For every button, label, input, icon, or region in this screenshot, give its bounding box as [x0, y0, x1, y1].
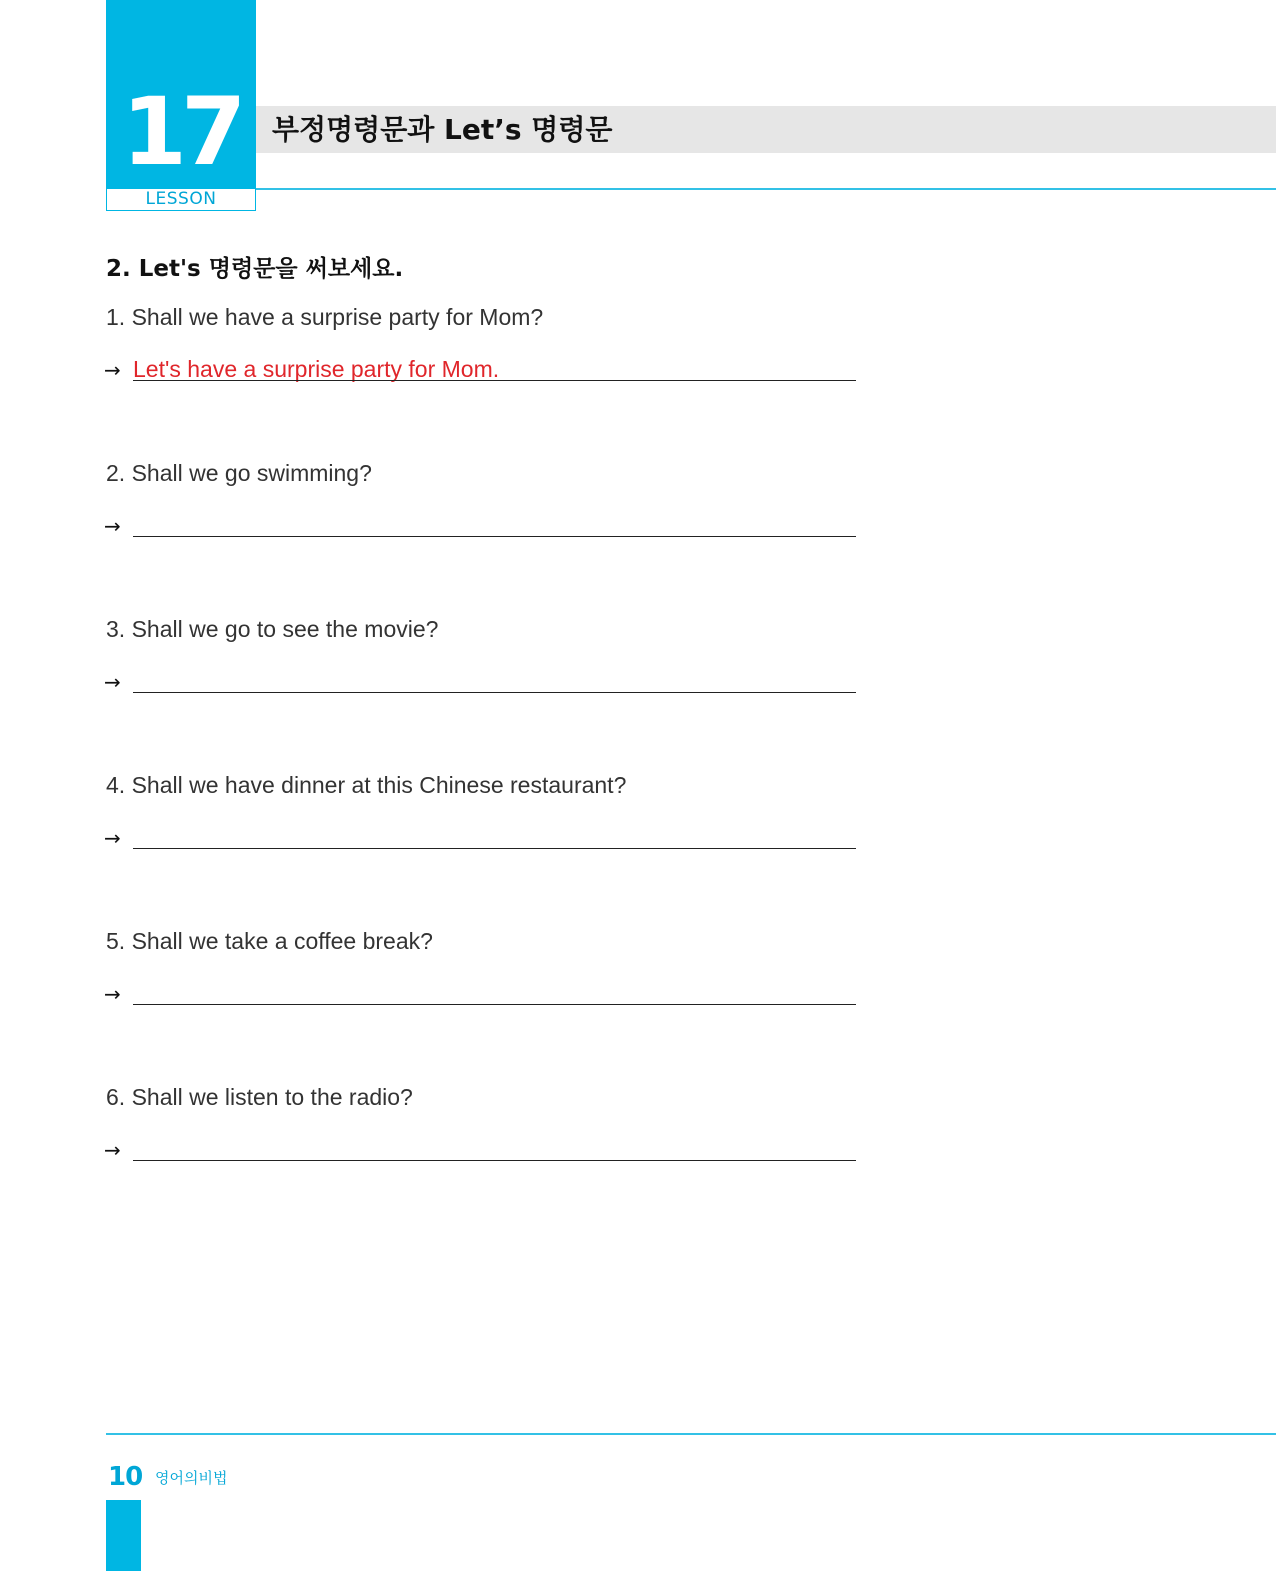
question-3: 3. Shall we go to see the movie? — [106, 616, 439, 642]
answer-1-line[interactable] — [133, 380, 856, 381]
footer-accent-block — [106, 1500, 141, 1571]
lesson-number: 17 — [121, 78, 241, 187]
answer-1-text: Let's have a surprise party for Mom. — [133, 356, 500, 382]
question-4: 4. Shall we have dinner at this Chinese restaurant? — [106, 772, 627, 798]
page-title: 부정명령문과 Let’s 명령문 — [272, 113, 613, 146]
page-number: 10 — [108, 1462, 143, 1492]
arrow-icon: → — [104, 1138, 121, 1162]
answer-4-line[interactable] — [133, 848, 856, 849]
answer-6-line[interactable] — [133, 1160, 856, 1161]
section-heading: 2. Let's 명령문을 써보세요. — [106, 256, 404, 282]
lesson-label-box — [106, 189, 256, 211]
question-6: 6. Shall we listen to the radio? — [106, 1084, 413, 1110]
question-5: 5. Shall we take a coffee break? — [106, 928, 433, 954]
lesson-label: LESSON — [145, 189, 217, 209]
arrow-icon: → — [104, 982, 121, 1006]
arrow-icon: → — [104, 670, 121, 694]
lesson-badge — [106, 0, 256, 189]
header-divider — [256, 188, 1276, 190]
answer-5-line[interactable] — [133, 1004, 856, 1005]
question-1: 1. Shall we have a surprise party for Mom? — [106, 304, 544, 330]
footer-divider — [106, 1433, 1276, 1435]
question-2: 2. Shall we go swimming? — [106, 460, 372, 486]
book-title: 영어의비법 — [155, 1469, 228, 1487]
arrow-icon: → — [104, 514, 121, 538]
answer-2-line[interactable] — [133, 536, 856, 537]
arrow-icon: → — [104, 826, 121, 850]
answer-3-line[interactable] — [133, 692, 856, 693]
title-bar — [256, 106, 1276, 153]
arrow-icon: → — [104, 358, 121, 382]
